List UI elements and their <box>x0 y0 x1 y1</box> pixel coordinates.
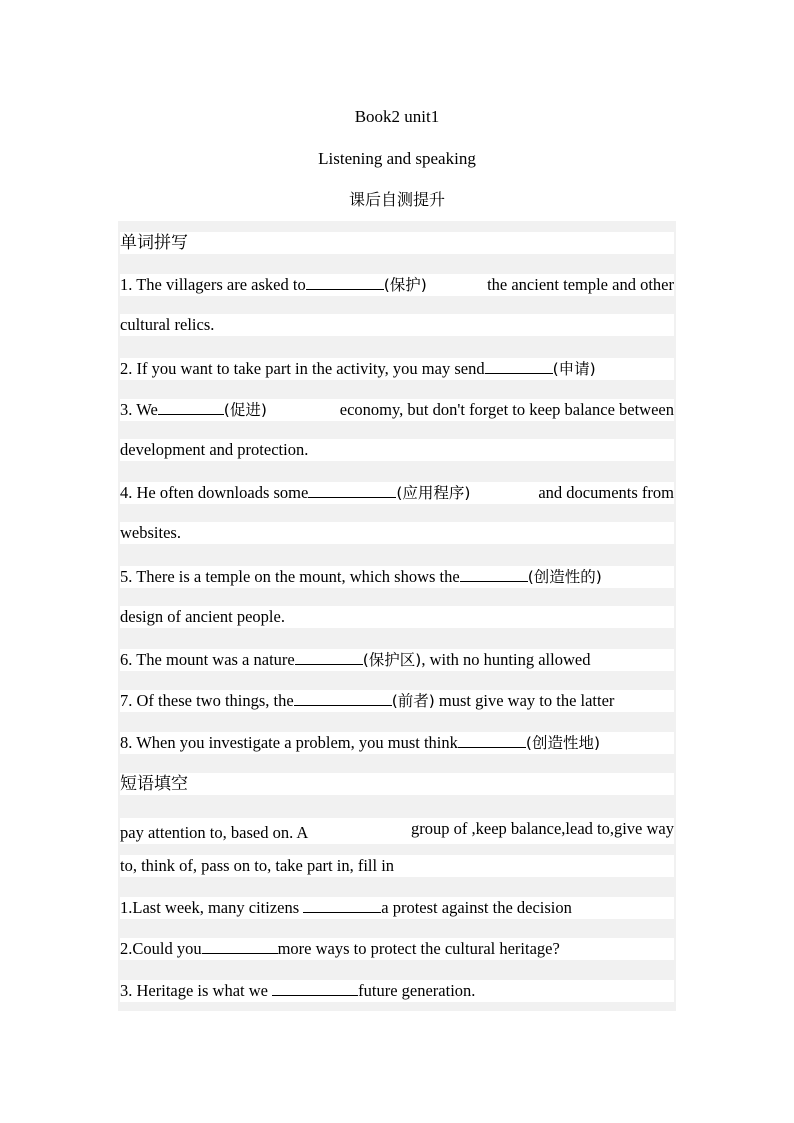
answer-blank[interactable] <box>158 399 224 415</box>
phrase-bank-line-2: to, think of, pass on to, take part in, fill in <box>120 855 674 877</box>
answer-blank[interactable] <box>272 980 358 996</box>
answer-blank[interactable] <box>308 482 396 498</box>
answer-blank[interactable] <box>295 649 363 665</box>
question-1-line-1: 1. The villagers are asked to (保护) the ancient temple and other <box>120 275 674 294</box>
question-8: 8. When you investigate a problem, you must think (创造性地) <box>120 732 674 754</box>
question-7: 7. Of these two things, the (前者) must give way to the latter <box>120 690 674 712</box>
question-5-line-2: design of ancient people. <box>120 606 674 628</box>
document-subtitle: Listening and speaking <box>318 149 476 168</box>
phrase-question-3: 3. Heritage is what we future generation. <box>120 980 674 1002</box>
question-5-line-1: 5. There is a temple on the mount, which shows the (创造性的) <box>120 566 674 588</box>
phrase-question-2: 2.Could you more ways to protect the cultural heritage? <box>120 938 674 960</box>
section-heading-phrase-fill: 短语填空 <box>120 773 674 795</box>
question-3-line-2: development and protection. <box>120 439 674 461</box>
answer-blank[interactable] <box>303 897 381 913</box>
answer-blank[interactable] <box>460 566 528 582</box>
question-1-line-2: cultural relics. <box>120 314 674 336</box>
question-4-line-1: 4. He often downloads some (应用程序) and documents from <box>120 483 674 502</box>
answer-blank[interactable] <box>306 274 384 290</box>
question-3-line-1: 3. We (促进) economy, but don't forget to keep balance between <box>120 400 674 419</box>
answer-blank[interactable] <box>202 938 278 954</box>
blank-box <box>310 818 336 844</box>
answer-blank[interactable] <box>458 732 526 748</box>
question-2: 2. If you want to take part in the activity, you may send (申请) <box>120 358 674 380</box>
question-6: 6. The mount was a nature (保护区), with no hunting allowed <box>120 649 674 671</box>
document-section-title: 课后自测提升 <box>348 190 445 209</box>
phrase-bank-line-1: pay attention to, based on. A group of ,keep balance,lead to,give way <box>120 819 674 842</box>
document-title: Book2 unit1 <box>354 107 440 126</box>
answer-blank[interactable] <box>294 690 392 706</box>
phrase-question-1: 1.Last week, many citizens a protest against the decision <box>120 897 674 919</box>
answer-blank[interactable] <box>485 358 553 374</box>
section-heading-word-spelling: 单词拼写 <box>120 232 674 254</box>
question-4-line-2: websites. <box>120 522 674 544</box>
